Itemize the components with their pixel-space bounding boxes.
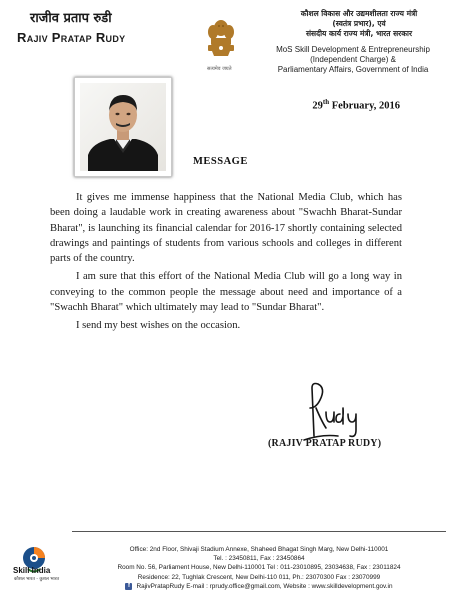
- handwritten-signature: [296, 378, 378, 442]
- skill-india-tagline: कौशल भारत - कुशल भारत: [14, 577, 60, 582]
- message-body: [50, 190, 402, 337]
- footer-contact-text: RajivPratapRudy E-mail : rprudy.office@gmail.com, Website : www.skilldevelopment.gov.in: [136, 582, 393, 590]
- english-ministry-line: (Independent Charge) &: [310, 55, 396, 64]
- english-name: Rajiv Pratap Rudy: [17, 30, 126, 45]
- message-paragraph: I send my best wishes on the occasion.: [76, 320, 241, 332]
- message-heading: MESSAGE: [193, 156, 248, 167]
- date-suffix: th: [322, 98, 330, 106]
- letter-date: [312, 98, 400, 112]
- footer-contact: [72, 582, 446, 591]
- english-ministry-line: MoS Skill Development & Entrepreneurship: [276, 45, 430, 54]
- footer-room: Room No. 56, Parliament House, New Delhi-110001 Tel : 011-23010895, 23034638, Fax : 23011824: [117, 564, 401, 572]
- footer-address-block: [72, 545, 446, 591]
- english-ministry-line: Parliamentary Affairs, Government of India: [277, 65, 429, 74]
- english-ministry-block: [256, 45, 450, 75]
- hindi-ministry-line: संसदीय कार्य राज्य मंत्री, भारत सरकार: [305, 29, 413, 38]
- footer-tel: Tel. : 23450811, Fax : 23450864: [213, 555, 305, 563]
- footer-divider: [72, 531, 446, 532]
- emblem-motto: सत्यमेव जयते: [207, 66, 232, 72]
- message-paragraph: It gives me immense happiness that the National Media Club, which has been doing a laudable work in creating awareness about "Swachh Bharat-Sundar Bharat", is launching its financial calendar for 2016-17 shortly containing selected drawings and paintings of students from various schools and colleges in different parts of the country.: [50, 192, 402, 265]
- date-day: 29: [312, 100, 323, 112]
- hindi-name: राजीव प्रताप रुडी: [30, 11, 112, 26]
- portrait-photo: [74, 77, 172, 177]
- message-paragraph: I am sure that this effort of the National Media Club will go a long way in conveying to the common people the message about need and importance of a "Swachh Bharat" which ultimately may lead to "Sundar Bharat".: [50, 271, 402, 314]
- footer-office: Office: 2nd Floor, Shivaji Stadium Annexe, Shaheed Bhagat Singh Marg, New Delhi-110001: [129, 546, 389, 553]
- hindi-ministry-line: (स्वतंत्र प्रभार), एवं: [332, 19, 386, 28]
- footer-residence: Residence: 22, Tughlak Crescent, New Delhi-110 011, Ph.: 23070300 Fax : 23070999: [137, 573, 381, 581]
- facebook-icon: f: [125, 583, 132, 590]
- hindi-ministry-line: कौशल विकास और उद्यमशीलता राज्य मंत्री: [300, 9, 418, 18]
- portrait-image: [80, 83, 166, 171]
- skill-india-title: Skill India: [13, 566, 51, 575]
- hindi-ministry-block: [268, 9, 450, 39]
- date-month-year: February, 2016: [329, 100, 400, 112]
- signatory-name: (RAJIV PRATAP RUDY): [268, 438, 382, 449]
